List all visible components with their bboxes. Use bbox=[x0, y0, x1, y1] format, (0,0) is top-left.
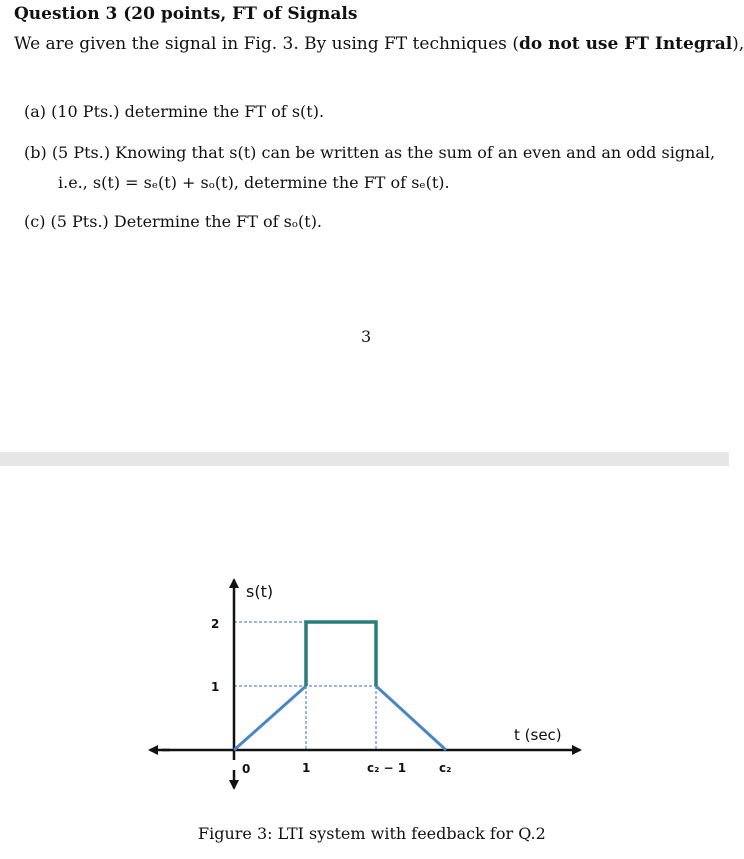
page-number: 3 bbox=[361, 327, 372, 346]
signal-figure bbox=[0, 466, 729, 816]
intro-text-end: ), bbox=[732, 34, 744, 54]
y-tick-2: 2 bbox=[211, 617, 220, 631]
x-tick-c2m1: c₂ − 1 bbox=[367, 761, 407, 775]
question-intro bbox=[14, 34, 744, 54]
signal-ramp-down bbox=[376, 686, 446, 750]
part-b-line2: i.e., s(t) = sₑ(t) + sₒ(t), determine the FT of sₑ(t). bbox=[58, 173, 450, 192]
x-axis-label: t (sec) bbox=[514, 726, 562, 744]
y-tick-1: 1 bbox=[211, 680, 220, 694]
intro-bold-text: do not use FT Integral bbox=[518, 34, 733, 54]
figure-caption: Figure 3: LTI system with feedback for Q.2 bbox=[198, 824, 546, 843]
y-axis-label: s(t) bbox=[246, 582, 274, 601]
signal-ramp-up bbox=[234, 686, 306, 750]
question-title: Question 3 (20 points, FT of Signals bbox=[14, 4, 358, 24]
x-tick-0: 0 bbox=[242, 762, 251, 776]
x-tick-c2: c₂ bbox=[439, 761, 452, 775]
part-a: (a) (10 Pts.) determine the FT of s(t). bbox=[24, 102, 325, 121]
page-separator bbox=[0, 452, 729, 466]
intro-text: We are given the signal in Fig. 3. By using FT techniques ( bbox=[14, 34, 519, 54]
part-b-line1: (b) (5 Pts.) Knowing that s(t) can be written as the sum of an even and an odd signal, bbox=[24, 143, 716, 162]
signal-rect bbox=[306, 622, 376, 686]
x-tick-1: 1 bbox=[302, 761, 311, 775]
part-c: (c) (5 Pts.) Determine the FT of sₒ(t). bbox=[24, 212, 323, 231]
